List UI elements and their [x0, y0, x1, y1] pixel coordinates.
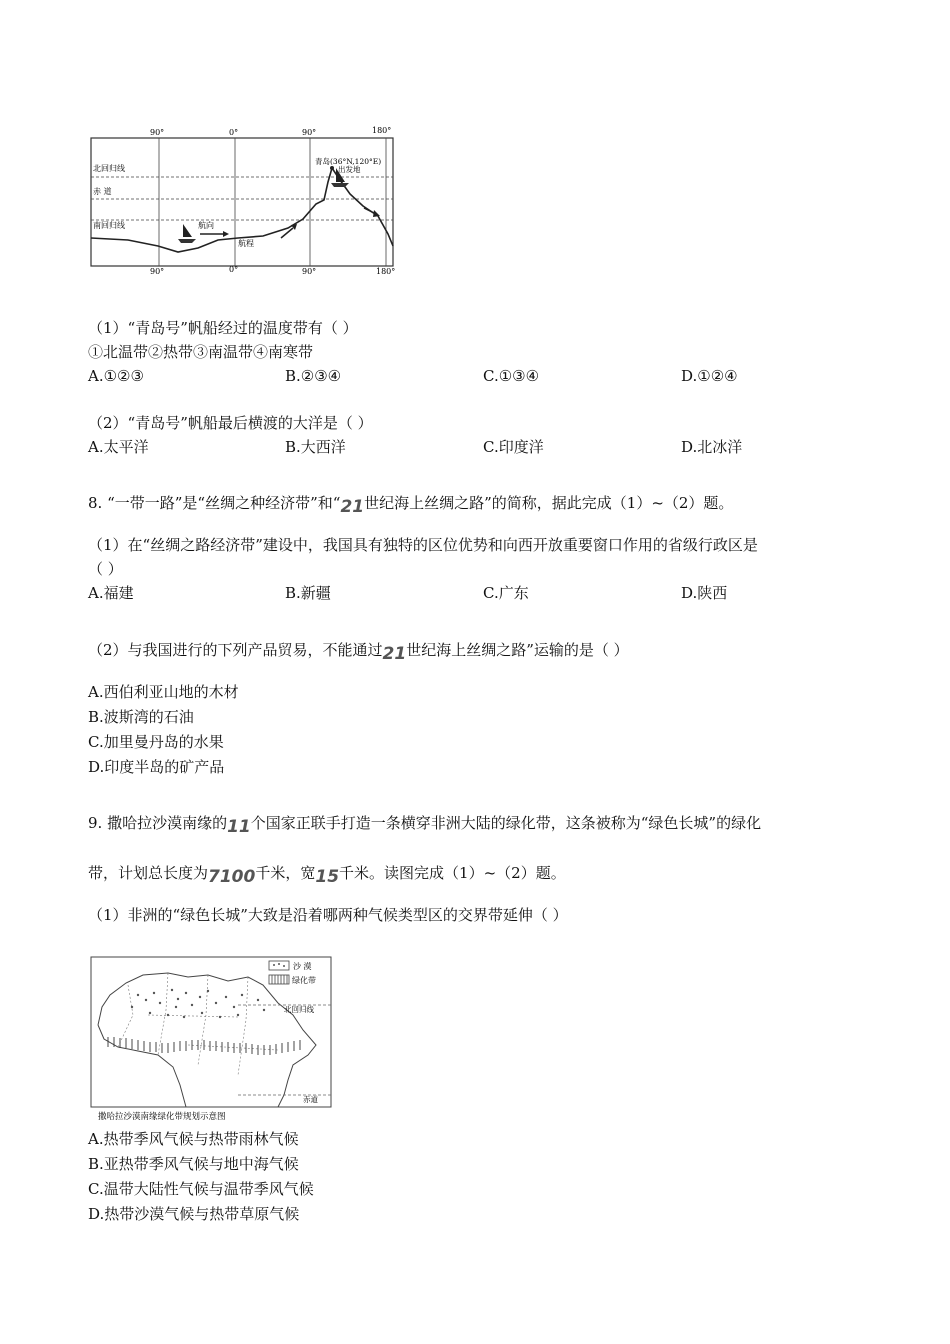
- sailboat-icon: [178, 224, 196, 243]
- number-badge: 11: [227, 817, 251, 837]
- option-a[interactable]: A.西伯利亚山地的木材: [88, 683, 239, 701]
- option-b[interactable]: B.波斯湾的石油: [88, 708, 194, 726]
- equator-label: 赤 道: [93, 187, 112, 196]
- q8-sub1-stem-cont: （ ）: [88, 560, 123, 578]
- option-c[interactable]: C.加里曼丹岛的水果: [88, 733, 224, 751]
- africa-map: [88, 955, 334, 1123]
- option-a[interactable]: A.太平洋: [88, 438, 149, 456]
- equator-label: 赤道: [303, 1095, 318, 1104]
- lon-bottom-label: 180°: [376, 267, 396, 274]
- option-c[interactable]: C.印度洋: [483, 438, 544, 456]
- map-caption: 撒哈拉沙漠南缘绿化带规划示意图: [98, 1112, 226, 1122]
- legend-desert-label: 沙 漠: [293, 962, 312, 971]
- lon-top-label: 90°: [150, 128, 165, 137]
- number-badge: 15: [315, 867, 340, 887]
- tropic-label: 北回归线: [284, 1005, 314, 1014]
- number-badge: 7100: [208, 867, 256, 887]
- option-c[interactable]: C.①③④: [483, 367, 540, 385]
- lon-bottom-label: 0°: [229, 265, 239, 274]
- number-badge: 21: [382, 644, 407, 664]
- q7-sub1-stem: （1）“青岛号”帆船经过的温度带有（ ）: [88, 319, 358, 337]
- q9-stem-cont: 带，计划总长度为7100千米，宽15千米。读图完成（1）~（2）题。: [88, 864, 566, 887]
- q8-stem: 8. “一带一路”是“丝绸之种经济带”和“21世纪海上丝绸之路”的简称，据此完成（1）~（2）题。: [88, 494, 734, 517]
- option-d[interactable]: D.①②④: [681, 367, 738, 385]
- route-map: [88, 124, 398, 274]
- number-badge: 21: [340, 497, 365, 517]
- lon-bottom-label: 90°: [302, 267, 317, 274]
- start-label: 出发地: [338, 165, 361, 174]
- q7-sub1-choices: ①北温带②热带③南温带④南寒带: [88, 343, 314, 361]
- route-label: 航程: [238, 239, 254, 248]
- q9-sub1-stem: （1）非洲的“绿色长城”大致是沿着哪两种气候类型区的交界带延伸（ ）: [88, 906, 568, 924]
- africa-outline: [98, 973, 316, 1107]
- option-a[interactable]: A.福建: [88, 584, 134, 602]
- option-b[interactable]: B.大西洋: [285, 438, 346, 456]
- q8-sub1-stem: （1）在“丝绸之路经济带”建设中，我国具有独特的区位优势和向西开放重要窗口作用的省级行政区是: [88, 536, 758, 554]
- option-b[interactable]: B.②③④: [285, 367, 342, 385]
- tropic-cancer-label: 北回归线: [93, 164, 125, 173]
- option-c[interactable]: C.广东: [483, 584, 529, 602]
- lon-bottom-label: 90°: [150, 267, 165, 274]
- option-a[interactable]: A.热带季风气候与热带雨林气候: [88, 1130, 299, 1148]
- lon-top-label: 0°: [229, 128, 239, 137]
- tropic-capricorn-label: 南回归线: [93, 221, 125, 230]
- qingdao-label: 青岛(36°N,120°E): [315, 157, 382, 166]
- option-d[interactable]: D.热带沙漠气候与热带草原气候: [88, 1205, 300, 1223]
- option-d[interactable]: D.印度半岛的矿产品: [88, 758, 225, 776]
- option-c[interactable]: C.温带大陆性气候与温带季风气候: [88, 1180, 314, 1198]
- option-a[interactable]: A.①②③: [88, 367, 144, 385]
- q9-stem: 9. 撒哈拉沙漠南缘的11个国家正联手打造一条横穿非洲大陆的绿化带，这条被称为“绿色长城”的绿化: [88, 814, 762, 837]
- lon-top-label: 180°: [372, 126, 392, 135]
- option-b[interactable]: B.亚热带季风气候与地中海气候: [88, 1155, 299, 1173]
- option-b[interactable]: B.新疆: [285, 584, 331, 602]
- option-d[interactable]: D.北冰洋: [681, 438, 743, 456]
- q8-sub2-stem: （2）与我国进行的下列产品贸易，不能通过21世纪海上丝绸之路”运输的是（ ）: [88, 641, 629, 664]
- option-d[interactable]: D.陕西: [681, 584, 728, 602]
- heading-label: 航向: [198, 221, 214, 230]
- lon-top-label: 90°: [302, 128, 317, 137]
- q7-sub2-stem: （2）“青岛号”帆船最后横渡的大洋是（ ）: [88, 414, 373, 432]
- legend-green-label: 绿化带: [292, 976, 316, 985]
